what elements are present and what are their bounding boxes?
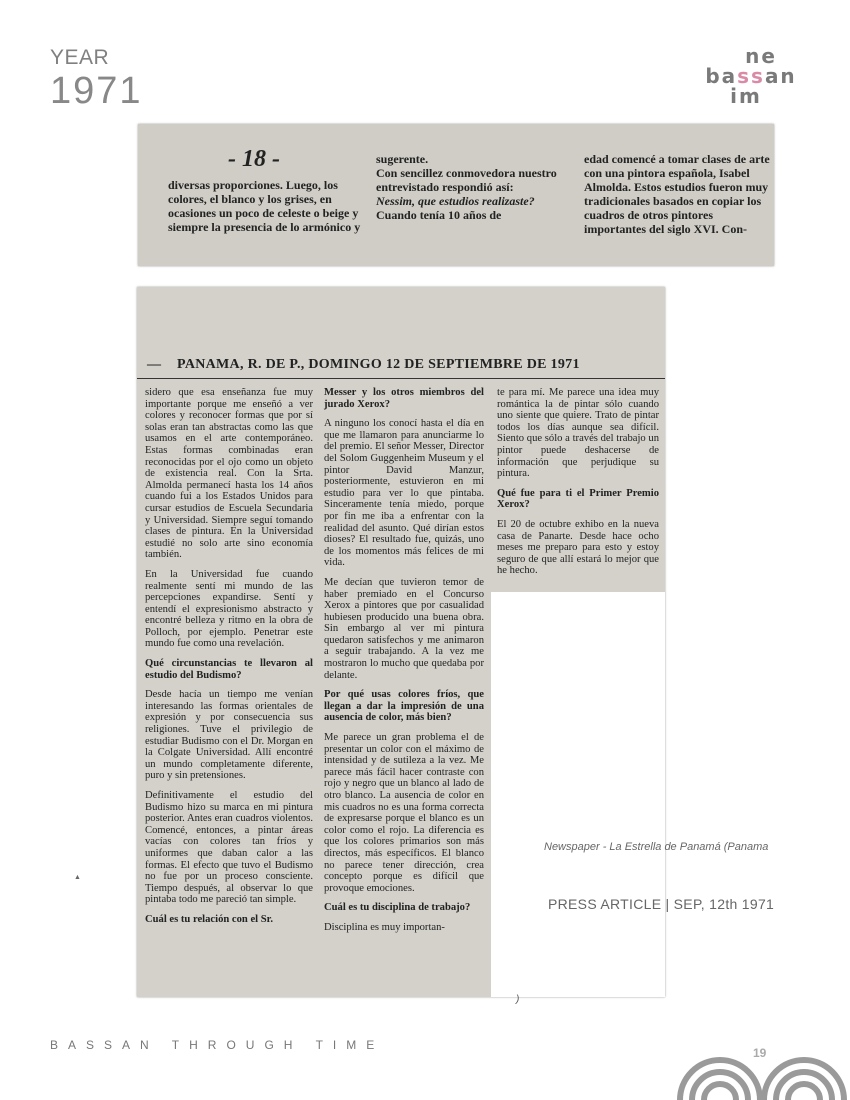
newspaper-clipping-main <box>137 287 665 997</box>
article-column-3: te para mí. Me parece una idea muy romántica la de pintar sólo cuando uno siente que quiere. Trato de pintar todos los días aunque sea difícil. Siento que sólo a través del trabajo un pintor puede deshacerse de información que perjudique su pintura. Qué fue para ti el Primer Premio Xerox? El 20 de octubre exhibo en la nueva casa de Panarte. Desde hace ocho meses me preparo para esto y estoy seguro de que allí estará lo mejor que he hecho. <box>497 387 659 577</box>
clipping-column: diversas proporciones. Luego, los colores, el blanco y los grises, en ocasiones un poco de celeste o beige y siempre la presencia de lo armónico y <box>168 178 361 234</box>
clipping-column: edad comencé a tomar clases de arte con una pintora española, Isabel Almolda. Estos estudios fueron muy tradicionales basados en copiar los cuadros de otros pintores importantes del siglo XVI. Con- <box>584 152 770 236</box>
stray-parenthesis: ) <box>516 994 520 1005</box>
press-article-date: PRESS ARTICLE | SEP, 12th 1971 <box>548 896 775 912</box>
newspaper-clipping-page-18 <box>138 124 774 266</box>
clipping-column: sugerente. Con sencillez conmovedora nuestro entrevistado respondió así: Nessim, que estudios realizaste? Cuando tenía 10 años de <box>376 152 557 222</box>
year-value: 1971 <box>50 70 143 112</box>
logo-line-1: ne <box>745 44 777 68</box>
page-number: 19 <box>753 1046 767 1060</box>
clipping-cutout <box>491 592 665 997</box>
triangle-marker-icon: ▲ <box>74 874 81 881</box>
logo-line-3: im <box>730 84 762 108</box>
article-column-2: Messer y los otros miembros del jurado Xerox? A ninguno los conocí hasta el día en que me llamaron para anunciarme lo del premio. El señor Messer, Director del Solom Guggenheim Museum y el pintor David Manzur, posteriormente, estuvieron en mi estudio para ver lo que pintaba. Sinceramente tenía miedo, porque por fin me iba a enfrentar con la realidad del asunto. Qué dirían estos dioses? El resultado fue, quizás, uno de los momentos más felices de mi vida. Me decían que tuvieron temor de haber premiado en el Concurso Xerox a pintores que por casualidad hubiesen producido una buena obra. Sin embargo al ver mi pintura quedaron satisfechos y me animaron a seguir trabajando. A la vez me mostraron lo mucho que quedaba por delante. Por qué usas colores fríos, que llegan a dar la impresión de una ausencia de color, más bien? Me parece un gran problema el de presentar un color con el máximo de intensidad y de sutileza a la vez. Me parece más fácil hacer contraste con rojo y negro que un blanco al lado de otro blanco. La ausencia de color en mis cuadros no es una forma correcta de expresarse porque el blanco es un color como el rojo. La diferencia es que los colores primarios son más directos, más específicos. El blanco no parece tener dirección, crea concepto porque es difícil que provoque emociones. Cuál es tu disciplina de trabajo? Disciplina es muy importan- <box>324 387 484 933</box>
footer-title: BASSAN THROUGH TIME <box>50 1038 385 1052</box>
year-label: YEAR <box>50 46 110 69</box>
logo-line-2: bassan <box>705 64 797 88</box>
clipping-page-number: - 18 - <box>228 146 280 172</box>
nessim-bassan-logo <box>696 46 806 106</box>
newspaper-dateline: — PANAMA, R. DE P., DOMINGO 12 DE SEPTIEMBRE DE 1971 <box>147 357 580 372</box>
source-caption: Newspaper - La Estrella de Panamá (Panama <box>544 841 769 853</box>
article-column-1: sidero que esa enseñanza fue muy importante porque me enseñó a ver colores y reconocer formas que por sí solas eran tan abstractas como las que usamos en el arte contemporáneo. Estas formas combinadas eran reconocidas por el ojo como un objeto de existencia real. Con la Srta. Almolda permanecí hasta los 14 años cuando fui a los Estados Unidos para cursar estudios de Escuela Secundaria y Universidad. Siempre seguí tomando clases de pintura. En la Universidad estudié no solo arte sino economía también. En la Universidad fue cuando realmente sentí mi mundo de las percepciones expandirse. Sentí y entendí el expresionismo abstracto y encontré belleza y ritmo en la obra de Polloch, por ejemplo. Penetrar este mundo fue como una revelación. Qué circunstancias te llevaron al estudio del Budismo? Desde hacía un tiempo me venían interesando las formas orientales de expresión y por consecuencia sus religiones. Tuve el privilegio de estudiar Budismo con el Dr. Morgan en la Colgate Universidad. Allí encontré un mundo completamente diferente, puro y sin pretensiones. Definitivamente el estudio del Budismo hizo su marca en mi pintura posterior. Antes eran cuadros violentos. Comencé, entonces, a pintar áreas vacías con colores tan fríos y uniformes que daban calor a las formas. El efecto que tuvo el Budismo no fue por un proceso consciente. Tiempo después, al observar lo que pintaba todo me pareció tan simple. Cuál es tu relación con el Sr. <box>145 387 313 925</box>
dateline-rule <box>137 378 665 379</box>
concentric-arcs-icon <box>672 1050 850 1100</box>
